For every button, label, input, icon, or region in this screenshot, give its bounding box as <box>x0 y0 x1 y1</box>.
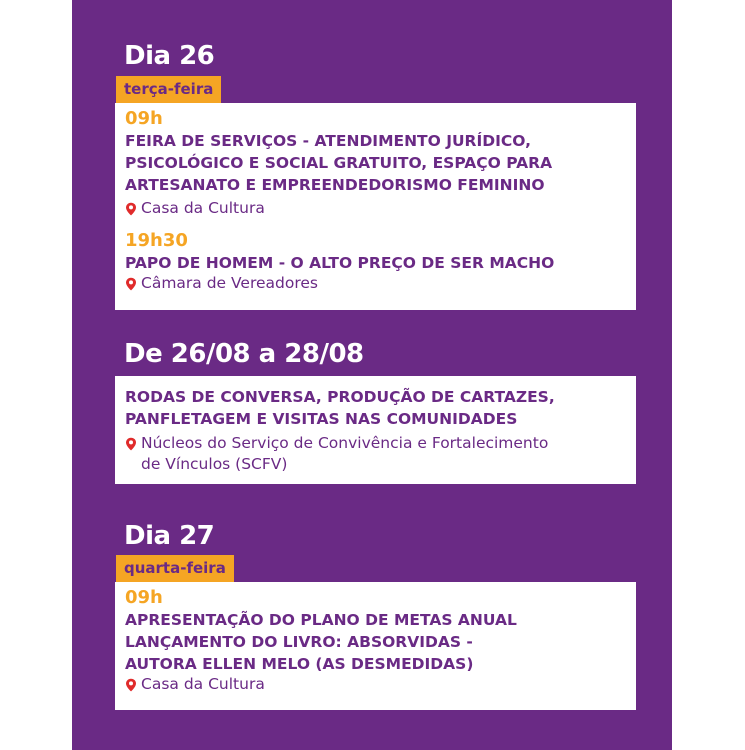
event-title-line: PANFLETAGEM E VISITAS NAS COMUNIDADES <box>125 410 518 428</box>
event-title-line: RODAS DE CONVERSA, PRODUÇÃO DE CARTAZES, <box>125 388 555 406</box>
weekday-tag-wednesday: quarta-feira <box>116 555 234 582</box>
event-title-line: LANÇAMENTO DO LIVRO: ABSORVIDAS - <box>125 633 473 651</box>
location-name-line: Núcleos do Serviço de Convivência e Fortalecimento <box>141 434 549 452</box>
event-title-line: FEIRA DE SERVIÇOS - ATENDIMENTO JURÍDICO, <box>125 132 531 150</box>
location-name: Casa da Cultura <box>141 199 265 217</box>
event-title <box>125 609 517 675</box>
location-name <box>141 433 631 475</box>
event-time: 09h <box>125 587 163 608</box>
map-pin-icon <box>125 678 137 692</box>
event-card-day-27 <box>115 582 636 710</box>
map-pin-icon <box>125 277 137 291</box>
map-pin-icon <box>125 437 137 451</box>
event-title <box>125 386 555 430</box>
event-title-line: AUTORA ELLEN MELO (AS DESMEDIDAS) <box>125 655 474 673</box>
event-title <box>125 130 552 196</box>
event-title-line: PAPO DE HOMEM - O ALTO PREÇO DE SER MACHO <box>125 254 555 272</box>
event-title <box>125 252 554 274</box>
event-card-date-range <box>115 376 636 484</box>
location-name: Casa da Cultura <box>141 675 265 693</box>
location-name-line: de Vínculos (SCFV) <box>141 455 288 473</box>
date-range-title: De 26/08 a 28/08 <box>124 339 364 369</box>
map-pin-icon <box>125 202 137 216</box>
event-title-line: APRESENTAÇÃO DO PLANO DE METAS ANUAL <box>125 611 517 629</box>
day-title-27: Dia 27 <box>124 521 215 551</box>
day-title-26: Dia 26 <box>124 41 215 71</box>
event-title-line: ARTESANATO E EMPREENDEDORISMO FEMININO <box>125 176 545 194</box>
event-time: 09h <box>125 108 163 129</box>
event-time: 19h30 <box>125 230 188 251</box>
weekday-tag-tuesday: terça-feira <box>116 76 221 103</box>
location-name: Câmara de Vereadores <box>141 274 318 292</box>
event-title-line: PSICOLÓGICO E SOCIAL GRATUITO, ESPAÇO PARA <box>125 154 553 172</box>
event-card-day-26 <box>115 103 636 310</box>
